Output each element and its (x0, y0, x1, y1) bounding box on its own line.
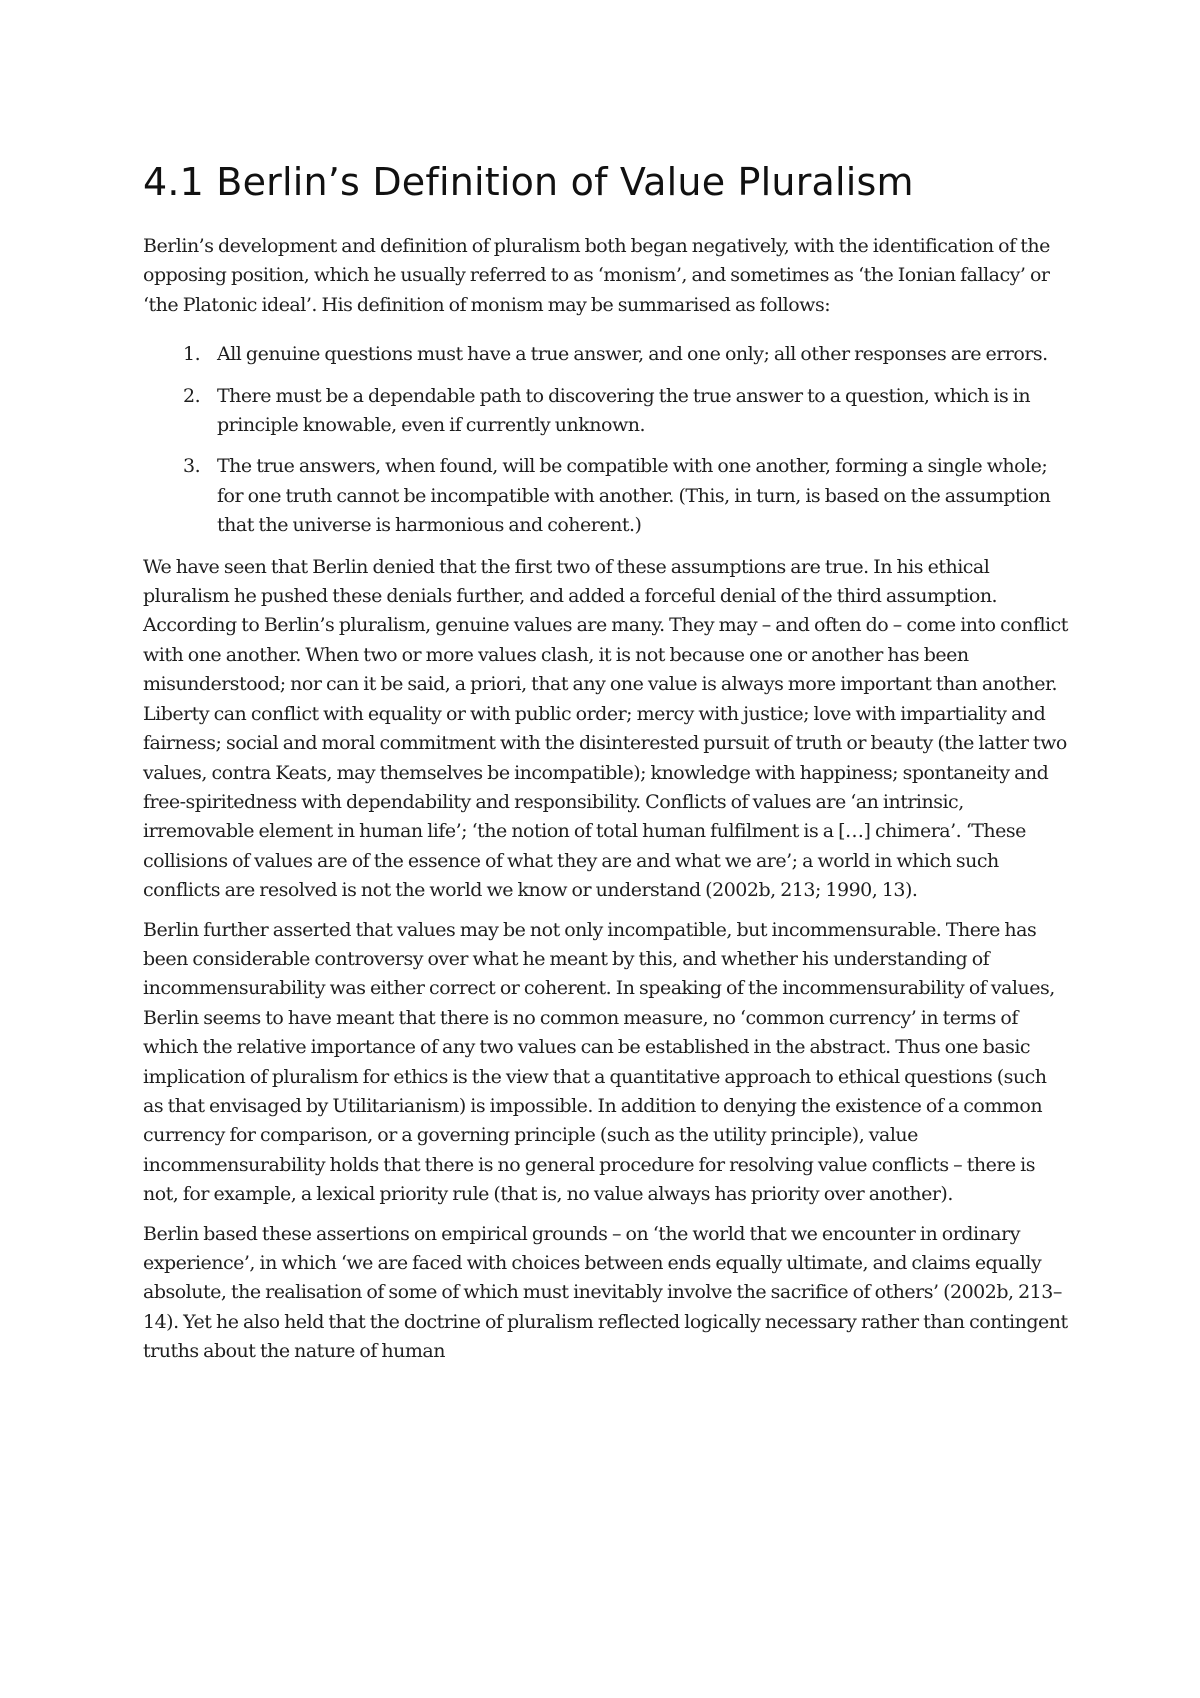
section-heading: 4.1 Berlin’s Definition of Value Pluralism (143, 160, 914, 204)
list-item (143, 340, 1068, 369)
paragraph-intro: Berlin’s development and definition of pluralism both began negatively, with the identification of the opposing position, which he usually referred to as ‘monism’, and sometimes as ‘the Ionian fallacy’ or ‘the Platonic ideal’. His definition of monism may be summarised as follows: (143, 235, 1050, 316)
list-item-number: 1. (183, 343, 201, 366)
list-item (143, 452, 1068, 540)
list-item-text: All genuine questions must have a true answer, and one only; all other responses are errors. (217, 343, 1048, 366)
paragraph-empirical-grounds: Berlin based these assertions on empirical grounds – on ‘the world that we encounter in ordinary experience’, in which ‘we are faced with choices between ends equally ultimate, and claims equally absolute, the realisation of some of which must inevitably involve the sacrifice of others’ (2002b, 213–14). Yet he also held that the doctrine of pluralism reflected logically necessary rather than contingent truths about the nature of human (143, 1222, 1068, 1363)
list-item-text: The true answers, when found, will be compatible with one another, forming a single whole; for one truth cannot be incompatible with another. (This, in turn, is based on the assumption that the universe is harmonious and coherent.) (217, 455, 1051, 537)
list-item (143, 382, 1068, 441)
list-item-number: 2. (183, 384, 201, 407)
document-body (143, 158, 1068, 1377)
paragraph-pluralism: We have seen that Berlin denied that the first two of these assumptions are true. In his ethical pluralism he pushed these denials further, and added a forceful denial of the third assumption. According to Berlin’s pluralism, genuine values are many. They may – and often do – come into conflict with one another. When two or more values clash, it is not because one or another has been misunderstood; nor can it be said, a priori, that any one value is always more important than another. Liberty can conflict with equality or with public order; mercy with justice; love with impartiality and fairness; social and moral commitment with the disinterested pursuit of truth or beauty (the latter two values, contra Keats, may themselves be incompatible); knowledge with happiness; spontaneity and free-spiritedness with dependability and responsibility. Conflicts of values are ‘an intrinsic, irremovable element in human life’; ‘the notion of total human fulfilment is a […] chimera’. ‘These collisions of values are of the essence of what they are and what we are’; a world in which such conflicts are resolved is not the world we know or understand (2002b, 213; 1990, 13). (143, 555, 1068, 902)
monism-definition-list (143, 340, 1068, 540)
list-item-text: There must be a dependable path to discovering the true answer to a question, which is in principle knowable, even if currently unknown. (217, 384, 1031, 437)
list-item-number: 3. (183, 455, 201, 478)
paragraph-incommensurability: Berlin further asserted that values may be not only incompatible, but incommensurable. There has been considerable controversy over what he meant by this, and whether his understanding of incommensurability was either correct or coherent. In speaking of the incommensurability of values, Berlin seems to have meant that there is no common measure, no ‘common currency’ in terms of which the relative importance of any two values can be established in the abstract. Thus one basic implication of pluralism for ethics is the view that a quantitative approach to ethical questions (such as that envisaged by Utilitarianism) is impossible. In addition to denying the existence of a common currency for comparison, or a governing principle (such as the utility principle), value incommensurability holds that there is no general procedure for resolving value conflicts – there is not, for example, a lexical priority rule (that is, no value always has priority over another). (143, 918, 1055, 1206)
